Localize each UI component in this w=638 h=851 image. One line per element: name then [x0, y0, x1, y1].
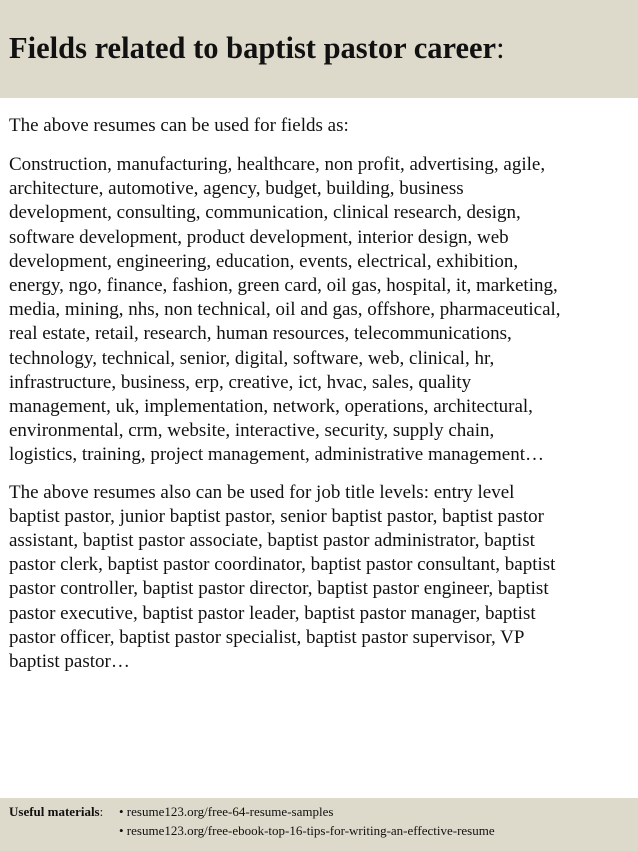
levels-line: pastor controller, baptist pastor director, baptist pastor engineer, baptist — [9, 578, 549, 600]
fields-line: development, consulting, communication, clinical research, design, — [9, 202, 521, 224]
levels-line: The above resumes also can be used for job title levels: entry level — [9, 481, 515, 503]
levels-line: baptist pastor, junior baptist pastor, senior baptist pastor, baptist pastor — [9, 505, 544, 527]
ebook-tips-link[interactable]: • resume123.org/free-ebook-top-16-tips-for-writing-an-effective-resume — [119, 823, 495, 838]
levels-line: assistant, baptist pastor associate, baptist pastor administrator, baptist — [9, 530, 535, 552]
title-bar — [0, 0, 638, 98]
fields-line: environmental, crm, website, interactive, security, supply chain, — [9, 420, 495, 442]
levels-line: pastor clerk, baptist pastor coordinator, baptist pastor consultant, baptist — [9, 554, 556, 576]
fields-paragraph — [9, 153, 633, 468]
fields-line: energy, ngo, finance, fashion, green card, oil gas, hospital, it, marketing, — [9, 275, 558, 297]
levels-line: pastor executive, baptist pastor leader, baptist pastor manager, baptist — [9, 602, 536, 624]
fields-line: real estate, retail, research, human resources, telecommunications, — [9, 323, 512, 345]
fields-line: technology, technical, senior, digital, software, web, clinical, hr, — [9, 347, 495, 369]
page-title-text: Fields related to baptist pastor career — [9, 31, 497, 65]
page-title-colon: : — [496, 31, 505, 65]
levels-line: pastor officer, baptist pastor specialist, baptist pastor supervisor, VP — [9, 626, 525, 648]
fields-line: management, uk, implementation, network, operations, architectural, — [9, 396, 533, 418]
resume-samples-link[interactable]: • resume123.org/free-64-resume-samples — [119, 804, 334, 819]
fields-line: logistics, training, project management, administrative management… — [9, 444, 545, 466]
useful-materials-colon: : — [99, 804, 104, 819]
fields-line: media, mining, nhs, non technical, oil and gas, offshore, pharmaceutical, — [9, 299, 561, 321]
job-levels-paragraph — [9, 481, 633, 675]
fields-line: development, engineering, education, events, electrical, exhibition, — [9, 250, 519, 272]
main-content — [9, 113, 633, 674]
footer — [0, 798, 638, 851]
fields-line: software development, product development, interior design, web — [9, 226, 509, 248]
fields-line: Construction, manufacturing, healthcare, non profit, advertising, agile, — [9, 154, 546, 175]
page-title — [9, 28, 638, 68]
footer-row — [9, 821, 638, 840]
footer-row — [9, 802, 638, 821]
levels-line: baptist pastor… — [9, 651, 130, 673]
fields-line: infrastructure, business, erp, creative, ict, hvac, sales, quality — [9, 371, 472, 393]
fields-line: architecture, automotive, agency, budget, building, business — [9, 178, 464, 200]
useful-materials-label: Useful materials — [9, 804, 100, 819]
intro-text: The above resumes can be used for fields as: — [9, 115, 349, 136]
